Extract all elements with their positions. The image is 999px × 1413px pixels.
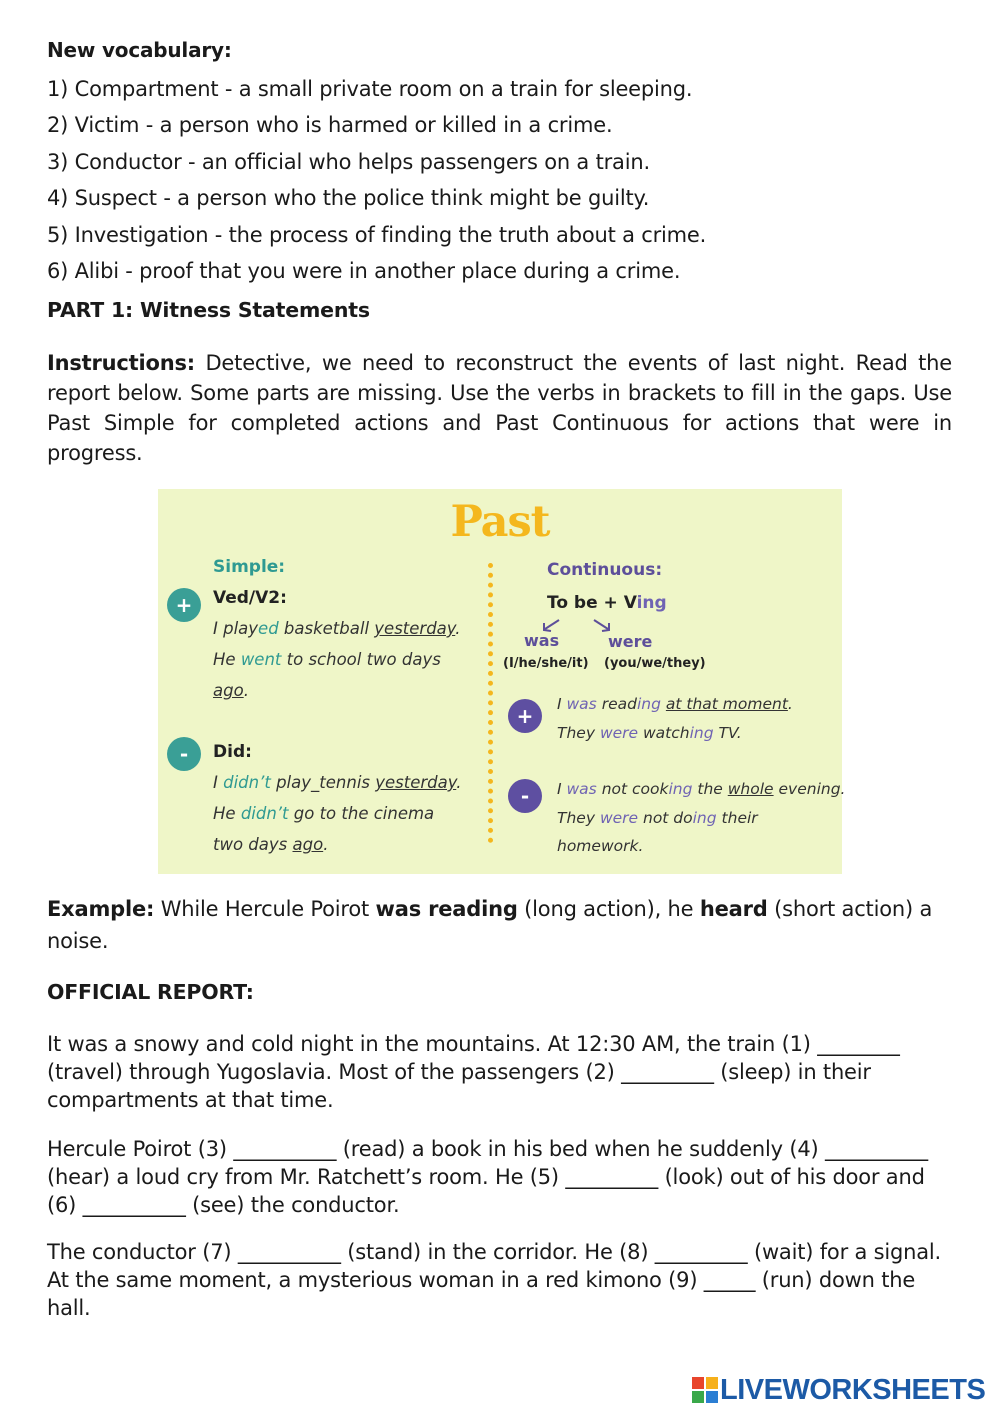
logo-block xyxy=(692,1391,704,1403)
minus-icon: - xyxy=(167,737,201,771)
report-paragraph-1: It was a snowy and cold night in the mountains. At 12:30 AM, the train (1) ________ (travel) through Yugoslavia. Most of the passengers (2) _________ (sleep) in their compartments at that time. xyxy=(47,1032,900,1112)
report-paragraph-3: The conductor (7) __________ (stand) in the corridor. He (8) _________ (wait) for a signal. At the same moment, a mysterious woman in a red kimono (9) _____ (run) down the hall. xyxy=(47,1240,942,1320)
vocab-item: 1) Compartment - a small private room on a train for sleeping. xyxy=(47,77,693,101)
simple-positive-example-2-end: ago. xyxy=(213,681,249,700)
minus-icon: - xyxy=(508,779,542,813)
continuous-positive-example-2: They were watching TV. xyxy=(557,724,742,742)
vocabulary-list xyxy=(47,72,947,290)
continuous-negative-example-1: I was not cooking the whole evening. xyxy=(557,780,846,798)
simple-label: Simple: xyxy=(213,557,286,577)
simple-positive-example-2: He went to school two days xyxy=(213,650,441,669)
vocab-item: 2) Victim - a person who is harmed or killed in a crime. xyxy=(47,113,613,138)
vocabulary-heading: New vocabulary: xyxy=(47,38,232,62)
chart-divider xyxy=(488,563,499,843)
logo-block xyxy=(706,1377,718,1389)
simple-negative-rule: Did: xyxy=(213,742,252,762)
chart-title: Past xyxy=(450,497,550,547)
continuous-label: Continuous: xyxy=(547,560,663,580)
continuous-negative-example-2: They were not doing their xyxy=(557,809,758,827)
part1-title: PART 1: Witness Statements xyxy=(47,298,370,322)
simple-negative-example-1: I didn’t play_tennis yesterday. xyxy=(213,773,462,792)
report-heading: OFFICIAL REPORT: xyxy=(47,980,254,1004)
example-label: Example: xyxy=(47,897,155,921)
vocab-item: 5) Investigation - the process of finding the truth about a crime. xyxy=(47,222,707,247)
plus-icon: + xyxy=(167,588,201,622)
logo-block xyxy=(706,1391,718,1403)
vocab-item: 6) Alibi - proof that you were in another place during a crime. xyxy=(47,258,681,283)
was-label: was xyxy=(524,631,560,650)
continuous-rule: To be + Ving xyxy=(547,593,667,613)
were-pronouns: (you/we/they) xyxy=(604,656,706,671)
was-pronouns: (I/he/she/it) xyxy=(503,656,589,671)
simple-negative-example-2-end: two days ago. xyxy=(213,835,329,854)
were-label: were xyxy=(608,632,653,651)
simple-negative-example-2: He didn’t go to the cinema xyxy=(213,804,435,823)
vocab-item: 3) Conductor - an official who helps passengers on a train. xyxy=(47,149,650,174)
continuous-negative-example-2-end: homework. xyxy=(557,837,644,855)
instructions-text: Detective, we need to reconstruct the events of last night. Read the report below. Some parts are missing. Use the verbs in brackets to fill in the gaps. Use Past Simple for completed actions and Past Continuous for actions that were in progress. xyxy=(47,351,952,465)
logo-block xyxy=(692,1377,704,1389)
simple-positive-example-1: I played basketball yesterday. xyxy=(213,619,461,638)
report-paragraph-2: Hercule Poirot (3) __________ (read) a book in his bed when he suddenly (4) __________ (hear) a loud cry from Mr. Ratchett’s room. He (5) _________ (look) out of his door and (6) __________ (see) the conductor. xyxy=(47,1137,928,1217)
logo-text: LIVEWORKSHEETS xyxy=(720,1373,986,1406)
liveworksheets-logo xyxy=(692,1372,985,1408)
plus-icon: + xyxy=(508,699,542,733)
logo-blocks-icon xyxy=(692,1377,718,1403)
past-tense-chart xyxy=(158,489,846,874)
example: Example: While Hercule Poirot was reading (long action), he heard (short action) a noise. xyxy=(47,897,933,953)
simple-positive-rule: Ved/V2: xyxy=(213,588,287,608)
instructions xyxy=(47,348,952,468)
continuous-positive-example-1: I was reading at that moment. xyxy=(557,695,793,713)
vocab-item: 4) Suspect - a person who the police think might be guilty. xyxy=(47,186,650,211)
instructions-label: Instructions: xyxy=(47,351,195,375)
